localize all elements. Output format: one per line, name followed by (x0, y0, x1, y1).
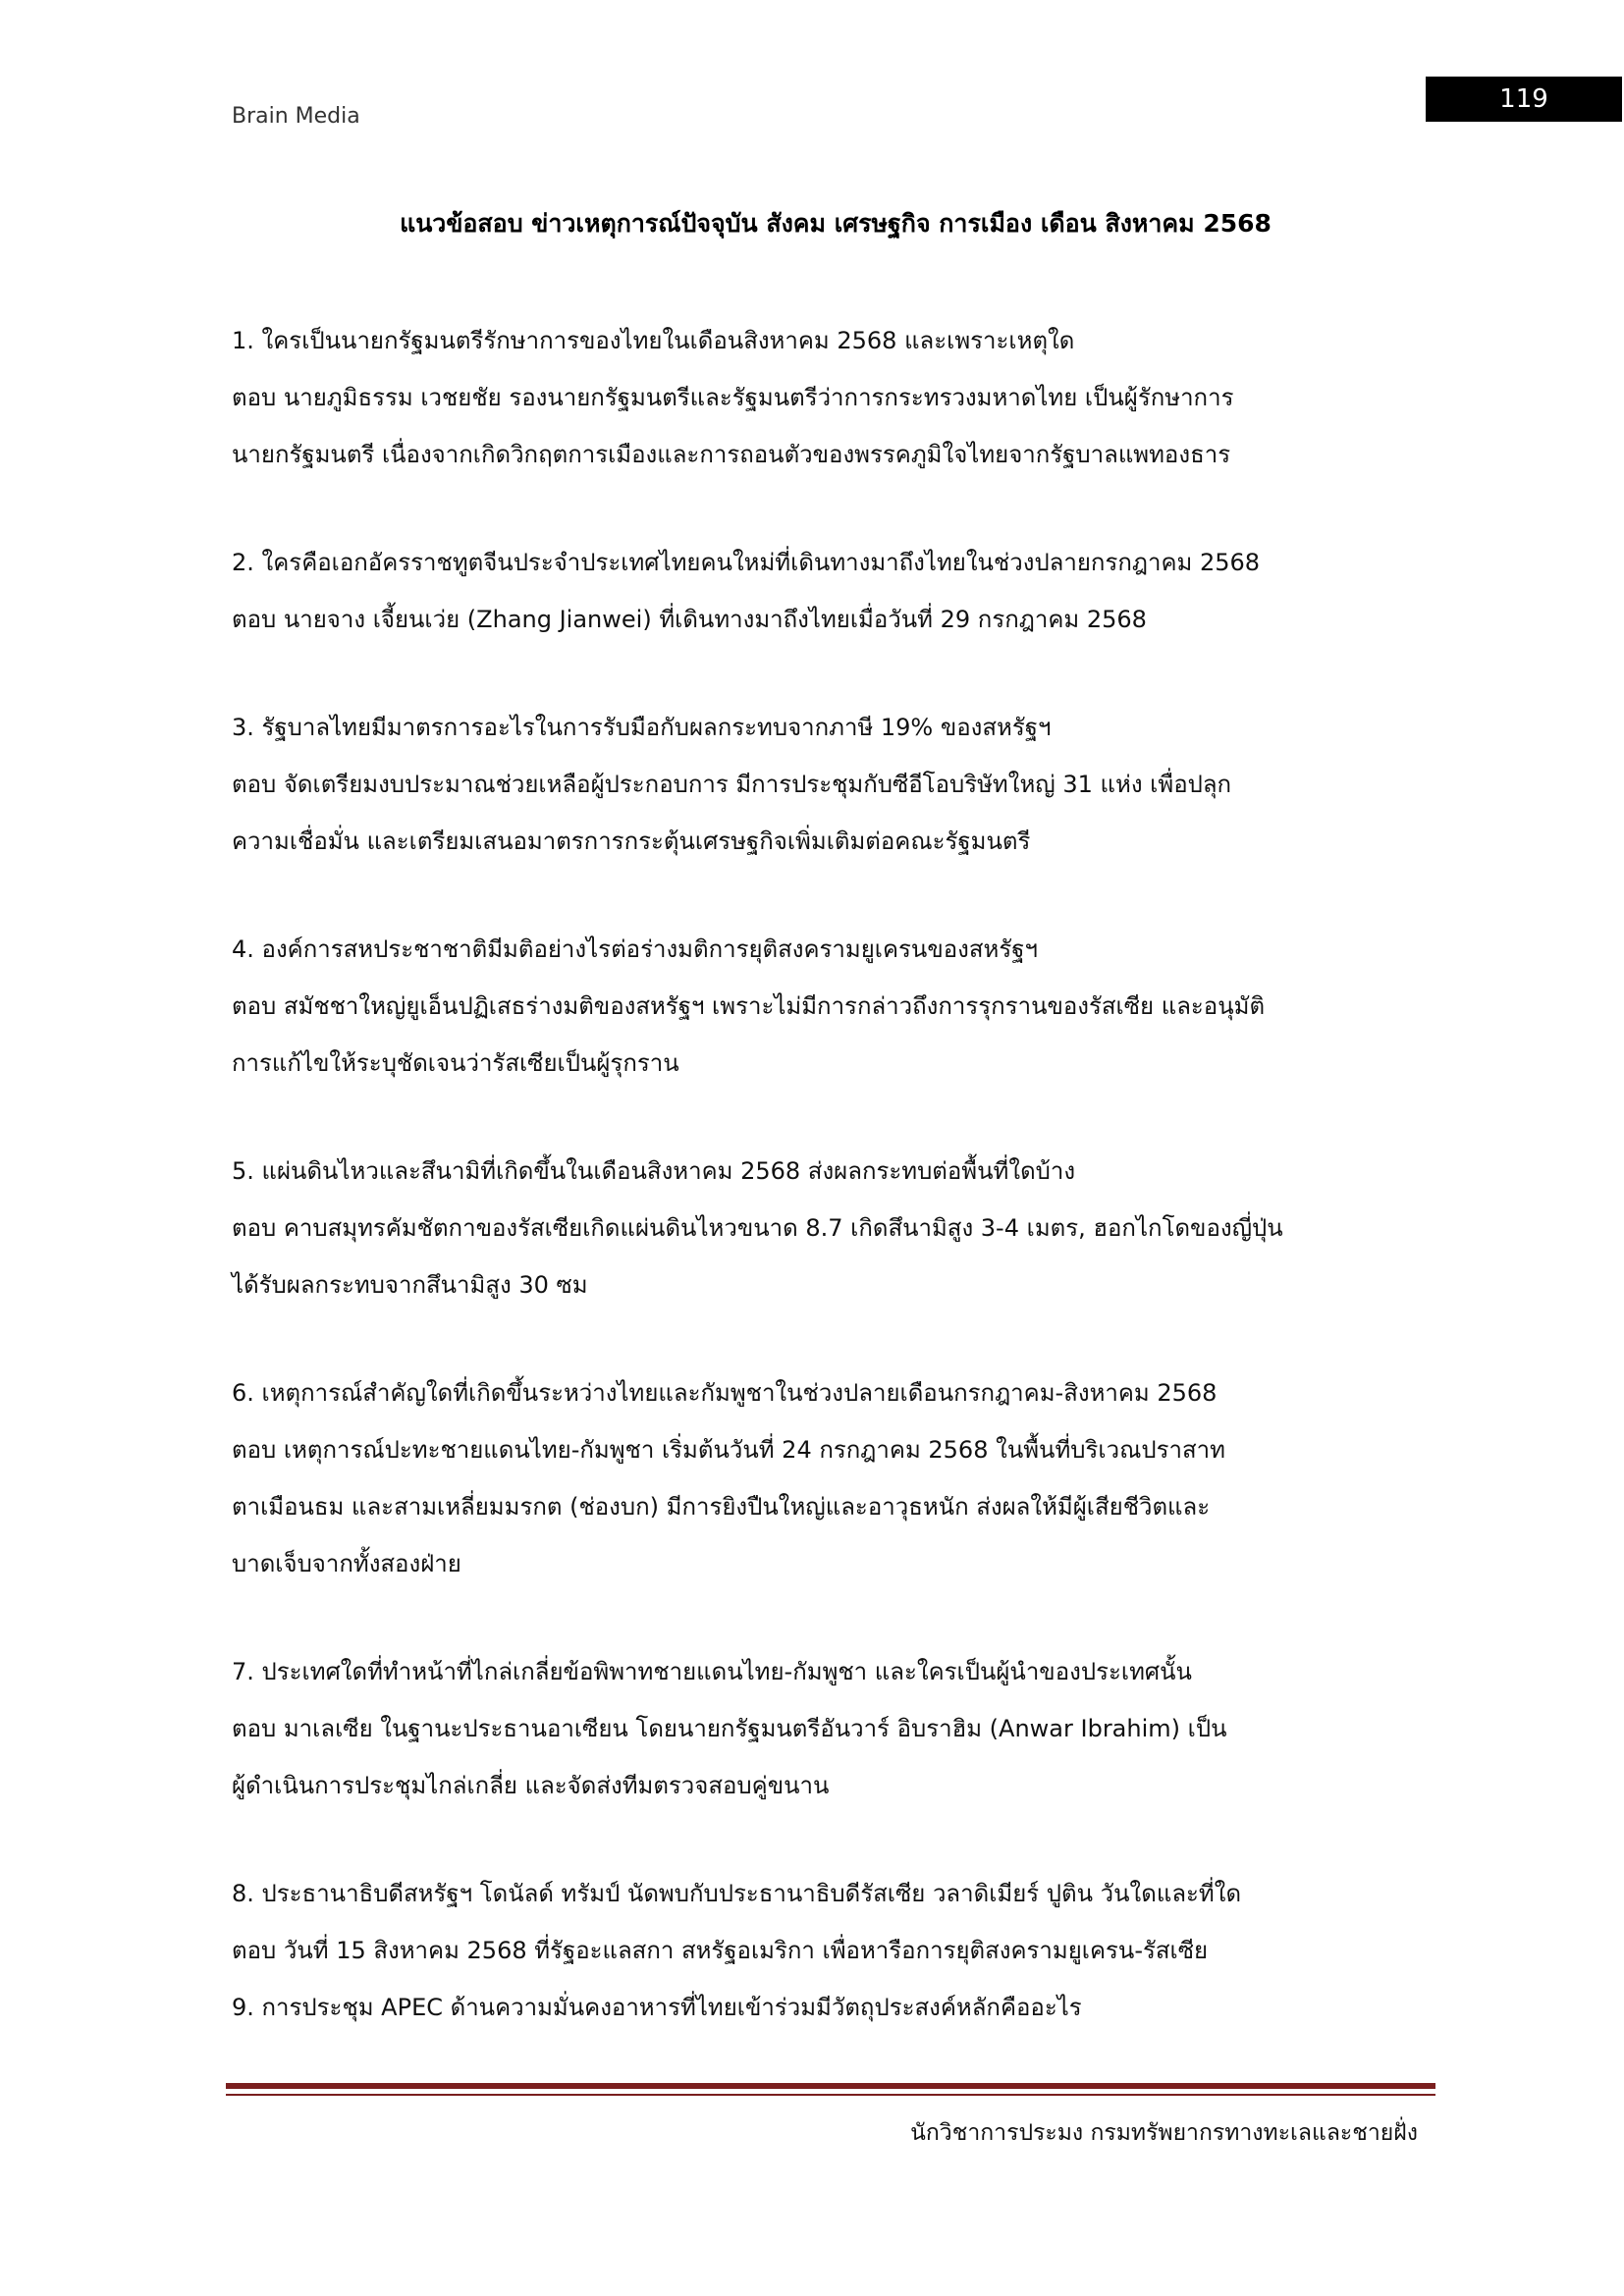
answer-line: บาดเจ็บจากทั้งสองฝ่าย (232, 1550, 461, 1577)
answer-line: ตอบ วันที่ 15 สิงหาคม 2568 ที่รัฐอะแลสกา สหรัฐอเมริกา เพื่อหารือการยุติสงครามยูเครน-รัสเซีย (232, 1937, 1209, 1964)
question-line: 8. ประธานาธิบดีสหรัฐฯ โดนัลด์ ทรัมป์ นัดพบกับประธานาธิบดีรัสเซีย วลาดิเมียร์ ปูติน วันใดและที่ใด (232, 1880, 1242, 1907)
qa-item-2 (232, 534, 1439, 648)
qa-item-6 (232, 1364, 1439, 1592)
answer-line: ตอบ นายจาง เจี้ยนเว่ย (Zhang Jianwei) ที่เดินทางมาถึงไทยเมื่อวันที่ 29 กรกฎาคม 2568 (232, 606, 1147, 633)
question-line: 7. ประเทศใดที่ทำหน้าที่ไกล่เกลี่ยข้อพิพาทชายแดนไทย-กัมพูชา และใครเป็นผู้นำของประเทศนั้น (232, 1658, 1192, 1685)
answer-line: ตอบ นายภูมิธรรม เวชยชัย รองนายกรัฐมนตรีและรัฐมนตรีว่าการกระทรวงมหาดไทย เป็นผู้รักษาการ (232, 384, 1234, 411)
question-line: 2. ใครคือเอกอัครราชทูตจีนประจำประเทศไทยคนใหม่ที่เดินทางมาถึงไทยในช่วงปลายกรกฎาคม 2568 (232, 549, 1261, 576)
page-title: แนวข้อสอบ ข่าวเหตุการณ์ปัจจุบัน สังคม เศรษฐกิจ การเมือง เดือน สิงหาคม 2568 (400, 209, 1272, 238)
qa-item-8 (232, 1865, 1439, 2036)
answer-line: ได้รับผลกระทบจากสึนามิสูง 30 ซม (232, 1271, 588, 1299)
question-line: 3. รัฐบาลไทยมีมาตรการอะไรในการรับมือกับผลกระทบจากภาษี 19% ของสหรัฐฯ (232, 714, 1052, 741)
qa-item-4 (232, 921, 1439, 1092)
qa-list (232, 312, 1439, 2036)
answer-line: ตาเมือนธม และสามเหลี่ยมมรกต (ช่องบก) มีการยิงปืนใหญ่และอาวุธหนัก ส่งผลให้มีผู้เสียชีวิตและ (232, 1493, 1211, 1521)
footer-rule-thin (226, 2094, 1435, 2096)
answer-line: ตอบ สมัชชาใหญ่ยูเอ็นปฏิเสธร่างมติของสหรัฐฯ เพราะไม่มีการกล่าวถึงการรุกรานของรัสเซีย และอนุมัติ (232, 992, 1266, 1020)
footer-text: นักวิชาการประมง กรมทรัพยากรทางทะเลและชายฝั่ง (910, 2120, 1418, 2146)
answer-line: ความเชื่อมั่น และเตรียมเสนอมาตรการกระตุ้นเศรษฐกิจเพิ่มเติมต่อคณะรัฐมนตรี (232, 828, 1031, 855)
question-line: 6. เหตุการณ์สำคัญใดที่เกิดขึ้นระหว่างไทยและกัมพูชาในช่วงปลายเดือนกรกฎาคม-สิงหาคม 2568 (232, 1379, 1218, 1407)
question-line: 1. ใครเป็นนายกรัฐมนตรีรักษาการของไทยในเดือนสิงหาคม 2568 และเพราะเหตุใด (232, 327, 1075, 354)
answer-line: ตอบ เหตุการณ์ปะทะชายแดนไทย-กัมพูชา เริ่มต้นวันที่ 24 กรกฎาคม 2568 ในพื้นที่บริเวณปราสาท (232, 1436, 1225, 1464)
brand-label: Brain Media (232, 104, 360, 129)
qa-item-5 (232, 1143, 1439, 1313)
question-line: 4. องค์การสหประชาชาติมีมติอย่างไรต่อร่างมติการยุติสงครามยูเครนของสหรัฐฯ (232, 935, 1038, 963)
question-line: 9. การประชุม APEC ด้านความมั่นคงอาหารที่ไทยเข้าร่วมมีวัตถุประสงค์หลักคืออะไร (232, 1994, 1082, 2021)
qa-item-1 (232, 312, 1439, 483)
answer-line: ผู้ดำเนินการประชุมไกล่เกลี่ย และจัดส่งทีมตรวจสอบคู่ขนาน (232, 1772, 830, 1799)
qa-item-7 (232, 1643, 1439, 1814)
footer-rule-thick (226, 2083, 1435, 2089)
answer-line: ตอบ จัดเตรียมงบประมาณช่วยเหลือผู้ประกอบการ มีการประชุมกับซีอีโอบริษัทใหญ่ 31 แห่ง เพื่อปลุก (232, 771, 1232, 798)
question-line: 5. แผ่นดินไหวและสึนามิที่เกิดขึ้นในเดือนสิงหาคม 2568 ส่งผลกระทบต่อพื้นที่ใดบ้าง (232, 1157, 1076, 1185)
answer-line: ตอบ มาเลเซีย ในฐานะประธานอาเซียน โดยนายกรัฐมนตรีอันวาร์ อิบราฮิม (Anwar Ibrahim) เป็น (232, 1715, 1227, 1742)
qa-item-3 (232, 699, 1439, 870)
page-number-badge: 119 (1426, 77, 1622, 122)
answer-line: ตอบ คาบสมุทรคัมชัตกาของรัสเซียเกิดแผ่นดินไหวขนาด 8.7 เกิดสึนามิสูง 3-4 เมตร, ฮอกไกโดของญี่ปุ่น (232, 1214, 1283, 1242)
answer-line: การแก้ไขให้ระบุชัดเจนว่ารัสเซียเป็นผู้รุกราน (232, 1049, 679, 1077)
answer-line: นายกรัฐมนตรี เนื่องจากเกิดวิกฤตการเมืองและการถอนตัวของพรรคภูมิใจไทยจากรัฐบาลแพทองธาร (232, 441, 1231, 468)
